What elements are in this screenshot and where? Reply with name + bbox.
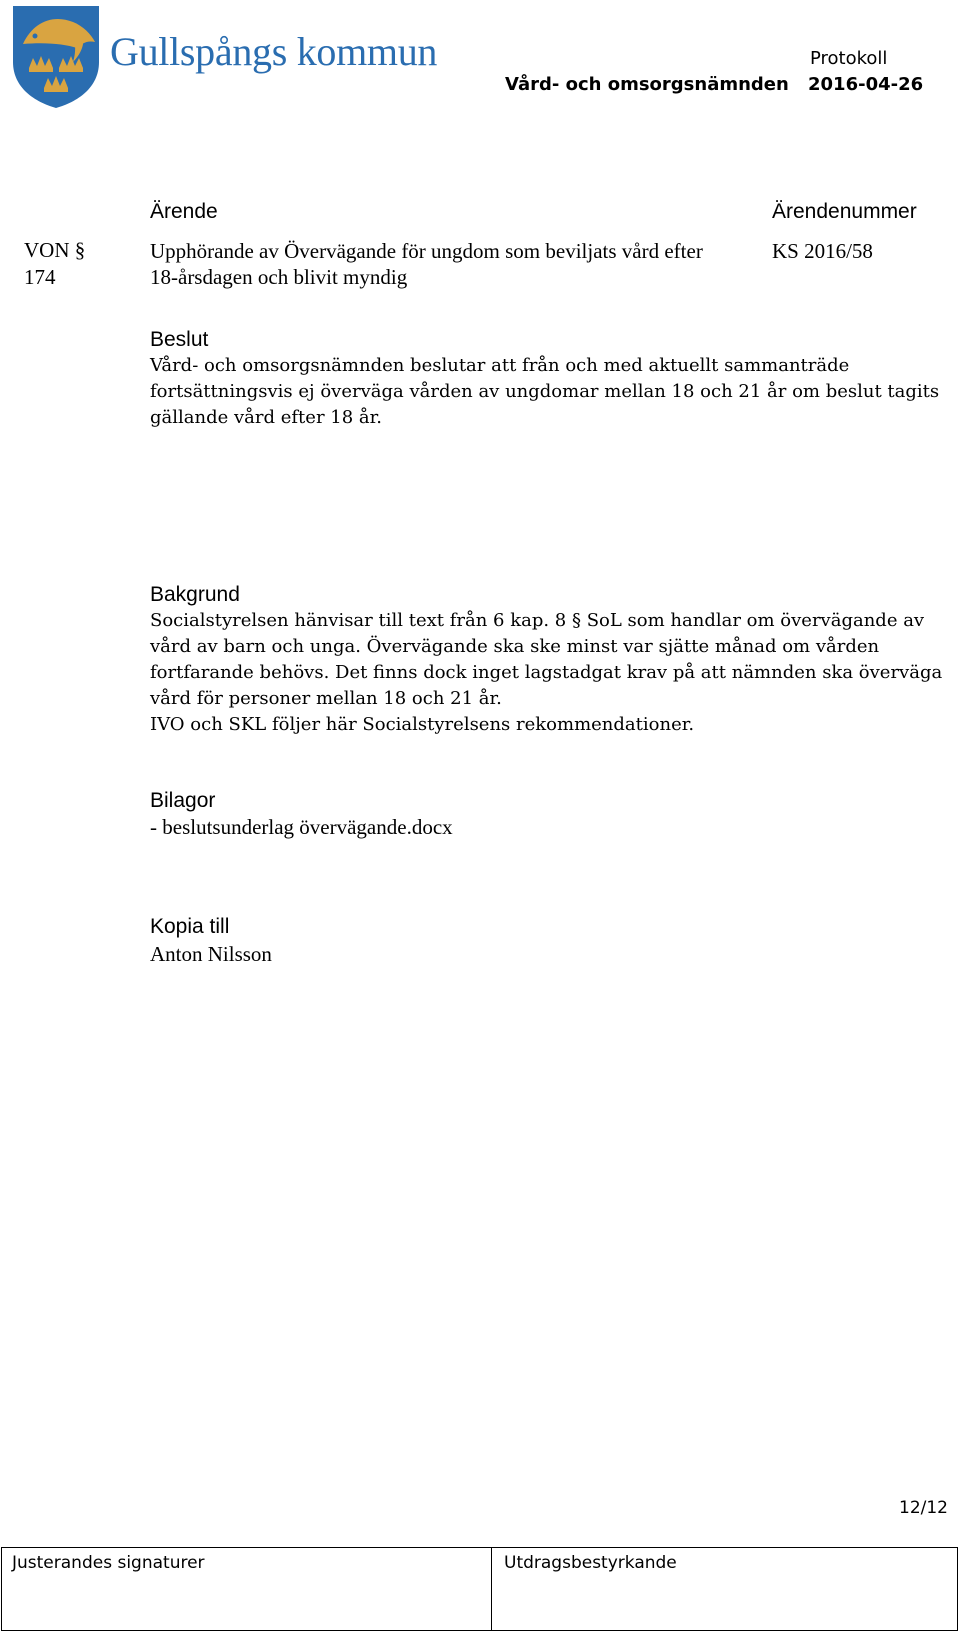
- section-number-value: 174: [24, 265, 56, 289]
- copy-to-heading: Kopia till: [150, 915, 230, 938]
- decision-heading: Beslut: [150, 328, 209, 351]
- attachment-item: - beslutsunderlag övervägande.docx: [150, 815, 453, 839]
- background-line: IVO och SKL följer här Socialstyrelsens rekommendationer.: [150, 714, 695, 735]
- case-number-heading: Ärendenummer: [772, 200, 917, 223]
- decision-text: [150, 353, 939, 431]
- decision-line: fortsättningsvis ej överväga vården av ungdomar mellan 18 och 21 år om beslut tagits: [150, 381, 940, 402]
- copy-recipient: Anton Nilsson: [150, 942, 272, 966]
- background-line: Socialstyrelsen hänvisar till text från 6 kap. 8 § SoL som handlar om övervägande av: [150, 610, 925, 631]
- extract-label: Utdragsbestyrkande: [504, 1553, 677, 1573]
- decision-line: gällande vård efter 18 år.: [150, 407, 382, 428]
- subject-line-1: Upphörande av Övervägande för ungdom som beviljats vård efter: [150, 239, 703, 263]
- background-heading: Bakgrund: [150, 583, 240, 606]
- case-number: KS 2016/58: [772, 239, 873, 263]
- background-line: fortfarande behövs. Det finns dock inget lagstadgat krav på att nämnden ska överväga: [150, 662, 943, 683]
- meeting-date: 2016-04-26: [808, 74, 924, 95]
- decision-line: Vård- och omsorgsnämnden beslutar att från och med aktuellt sammanträde: [150, 355, 850, 376]
- attachments-heading: Bilagor: [150, 789, 216, 812]
- subject-line-2: 18-årsdagen och blivit myndig: [150, 265, 408, 289]
- footer-divider: [491, 1547, 492, 1631]
- organization-name: Gullspångs kommun: [110, 29, 438, 74]
- section-number: [24, 237, 85, 291]
- coat-of-arms-icon: [11, 4, 101, 110]
- signatures-label: Justerandes signaturer: [12, 1553, 205, 1573]
- subject-heading: Ärende: [150, 200, 218, 223]
- section-label: VON §: [24, 238, 86, 262]
- background-line: vård av barn och unga. Övervägande ska ske minst var sjätte månad om vården: [150, 636, 880, 657]
- background-line: vård för personer mellan 18 och 21 år.: [150, 688, 502, 709]
- background-text: [150, 608, 942, 738]
- page-number: 12/12: [899, 1498, 948, 1518]
- document-type: Protokoll: [810, 48, 888, 69]
- committee-name: Vård- och omsorgsnämnden: [505, 74, 789, 95]
